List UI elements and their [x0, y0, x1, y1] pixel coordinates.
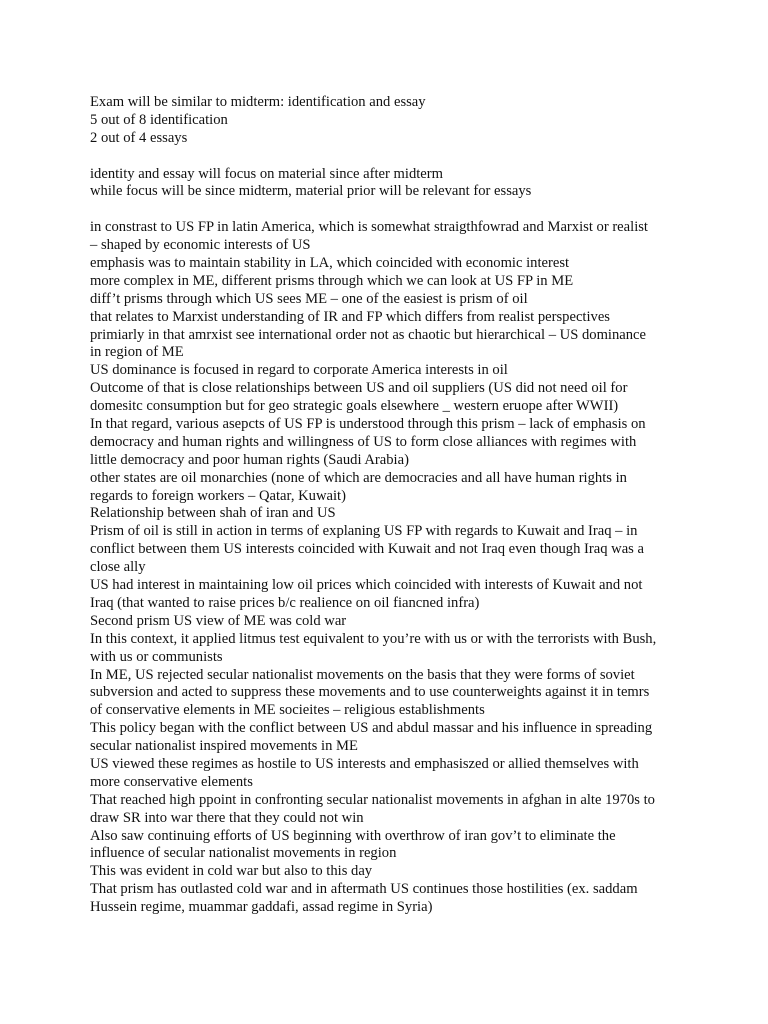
text-line: 5 out of 8 identification: [90, 111, 228, 128]
text-line: Iraq (that wanted to raise prices b/c realience on oil fiancned infra): [90, 594, 480, 611]
paragraph-gap: [90, 201, 730, 219]
text-line: Relationship between shah of iran and US: [90, 505, 336, 522]
text-line: more complex in ME, different prisms through which we can look at US FP in ME: [90, 272, 574, 289]
text-line: US viewed these regimes as hostile to US interests and emphasiszed or allied themselves with: [90, 755, 639, 772]
text-line: – shaped by economic interests of US: [90, 237, 311, 254]
text-line: Second prism US view of ME was cold war: [90, 612, 347, 629]
text-line: That prism has outlasted cold war and in aftermath US continues those hostilities (ex. saddam: [90, 881, 638, 898]
text-line: that relates to Marxist understanding of IR and FP which differs from realist perspectives: [90, 308, 610, 325]
text-line: influence of secular nationalist movements in region: [90, 845, 397, 862]
text-line: close ally: [90, 559, 146, 576]
text-line: more conservative elements: [90, 773, 253, 790]
text-line: regards to foreign workers – Qatar, Kuwait): [90, 487, 346, 504]
text-line: other states are oil monarchies (none of which are democracies and all have human rights in: [90, 469, 627, 486]
text-line: This policy began with the conflict between US and abdul massar and his influence in spreading: [90, 720, 653, 737]
text-line: in constrast to US FP in latin America, which is somewhat straigthfowrad and Marxist or realist: [90, 219, 648, 236]
text-line: In this context, it applied litmus test equivalent to you’re with us or with the terrorists with Bush,: [90, 630, 657, 647]
text-line: US had interest in maintaining low oil prices which coincided with interests of Kuwait and not: [90, 577, 643, 594]
text-line: US dominance is focused in regard to corporate America interests in oil: [90, 362, 508, 379]
text-line: Prism of oil is still in action in terms of explaning US FP with regards to Kuwait and Iraq – in: [90, 523, 638, 540]
text-line: conflict between them US interests coincided with Kuwait and not Iraq even though Iraq was a: [90, 541, 644, 558]
text-line: primiarly in that amrxist see international order not as chaotic but hierarchical – US dominance: [90, 326, 647, 343]
text-line: 2 out of 4 essays: [90, 129, 188, 146]
text-line: Outcome of that is close relationships between US and oil suppliers (US did not need oil for: [90, 380, 628, 397]
text-line: diff’t prisms through which US sees ME – one of the easiest is prism of oil: [90, 290, 528, 307]
text-line: in region of ME: [90, 344, 184, 361]
text-line: draw SR into war there that they could not win: [90, 809, 364, 826]
text-line: subversion and acted to suppress these movements and to use counterweights against it in temrs: [90, 684, 650, 701]
body-section: [90, 219, 730, 917]
text-line: of conservative elements in ME socieites – religious establishments: [90, 702, 485, 719]
text-line: democracy and human rights and willingness of US to form close alliances with regimes with: [90, 433, 637, 450]
text-line: This was evident in cold war but also to this day: [90, 863, 373, 880]
notes-text-block: [90, 94, 730, 917]
text-line: That reached high ppoint in confronting secular nationalist movements in afghan in alte 1970s to: [90, 791, 655, 808]
text-line: identity and essay will focus on material since after midterm: [90, 165, 443, 182]
text-line: emphasis was to maintain stability in LA, which coincided with economic interest: [90, 255, 570, 272]
text-line: with us or communists: [90, 648, 223, 665]
text-line: Hussein regime, muammar gaddafi, assad regime in Syria): [90, 899, 433, 916]
text-line: In that regard, various asepcts of US FP is understood through this prism – lack of emphasis on: [90, 416, 646, 433]
text-line: while focus will be since midterm, material prior will be relevant for essays: [90, 183, 532, 200]
text-line: little democracy and poor human rights (Saudi Arabia): [90, 451, 409, 468]
text-line: In ME, US rejected secular nationalist movements on the basis that they were forms of soviet: [90, 666, 635, 683]
text-line: Also saw continuing efforts of US beginning with overthrow of iran gov’t to eliminate the: [90, 827, 616, 844]
text-line: domesitc consumption but for geo strategic goals elsewhere _ western eruope after WWII): [90, 398, 619, 415]
text-line: secular nationalist inspired movements in ME: [90, 738, 358, 755]
text-line: Exam will be similar to midterm: identification and essay: [90, 94, 426, 110]
paragraph-gap: [90, 148, 730, 166]
